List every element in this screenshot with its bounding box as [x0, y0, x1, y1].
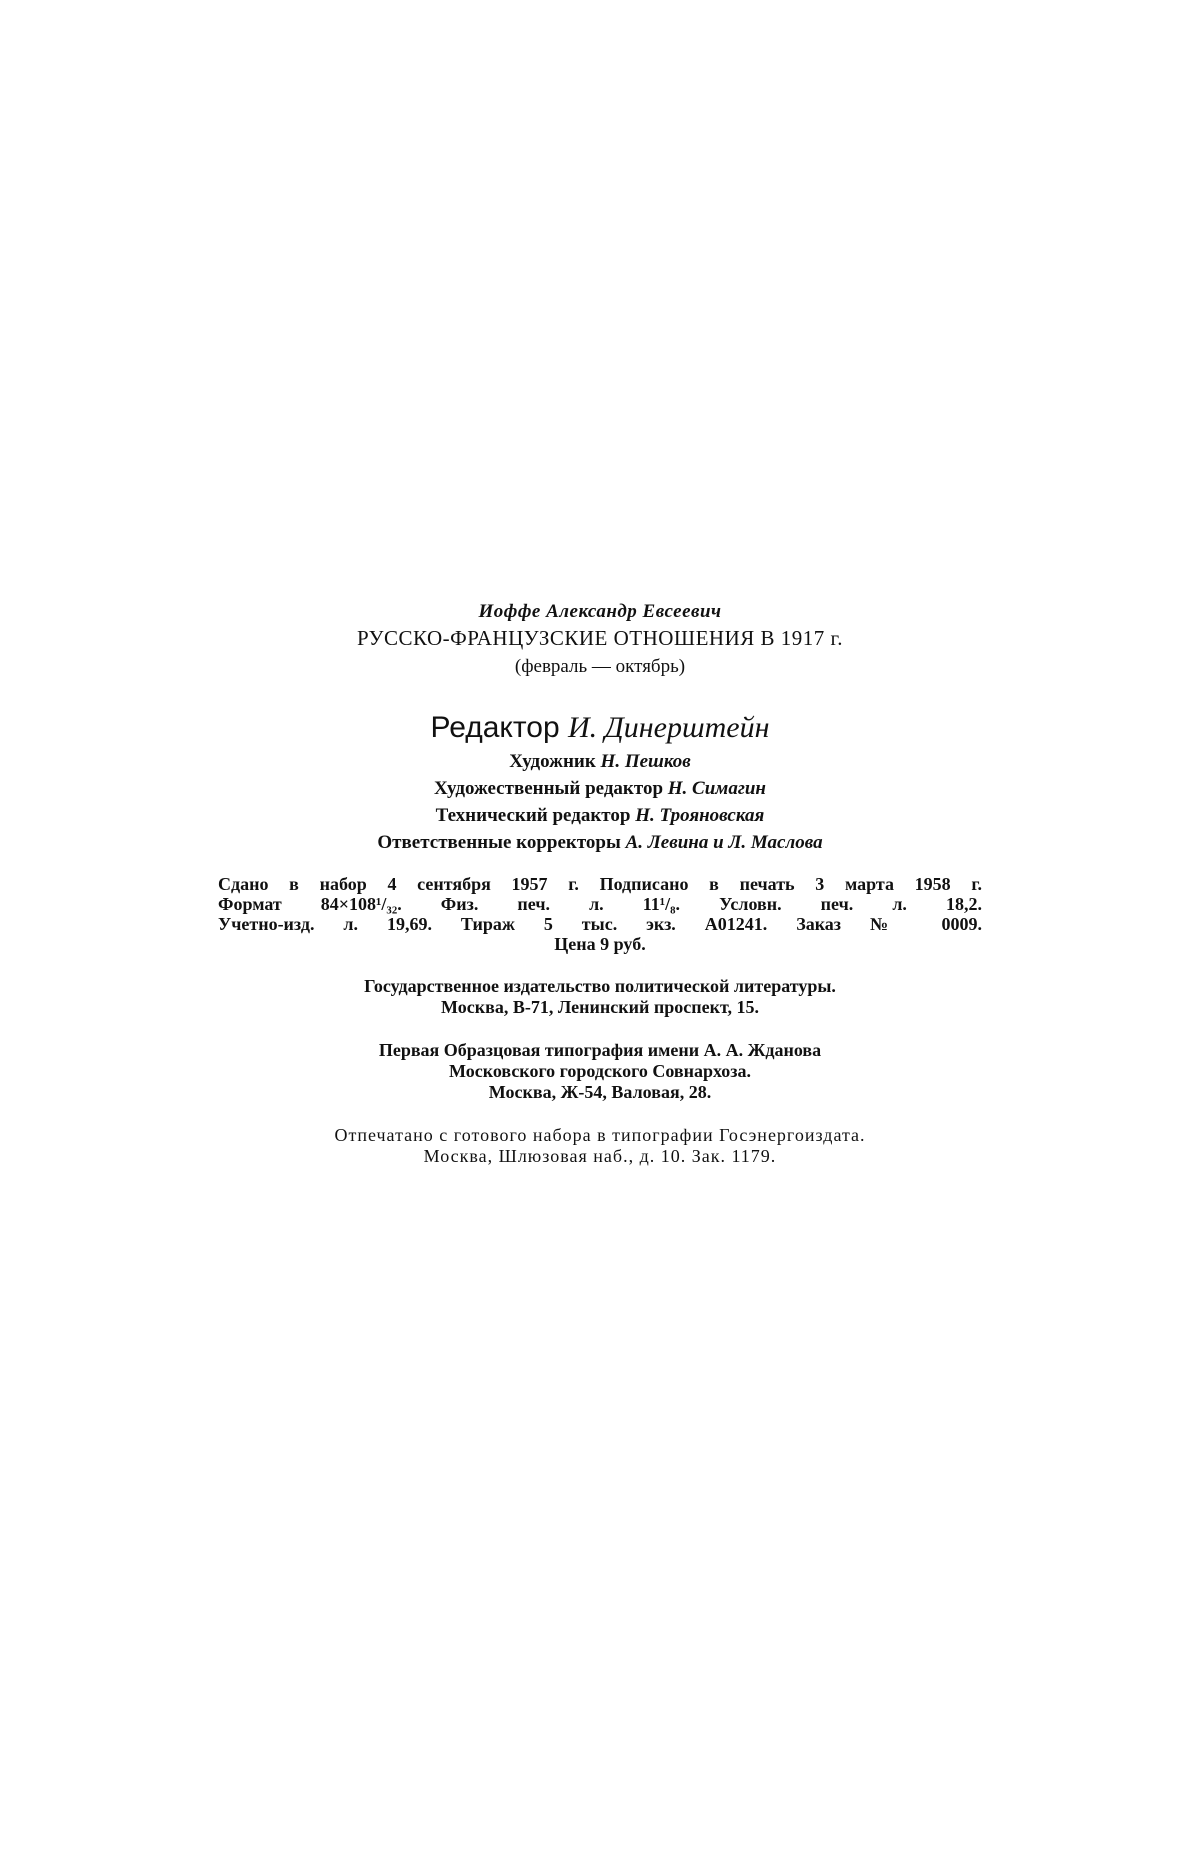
colophon	[0, 600, 1200, 1167]
staff-role: Ответственные корректоры	[377, 832, 621, 853]
price: Цена 9 руб.	[554, 934, 646, 954]
printer-address: Москва, Ж-54, Валовая, 28.	[488, 1082, 712, 1102]
publisher-name: Государственное издательство политической литературы.	[364, 976, 836, 996]
printed-note-line: Отпечатано с готового набора в типографии Госэнергоиздата.	[334, 1125, 866, 1145]
printed-note-address: Москва, Шлюзовая наб., д. 10. Зак. 1179.	[423, 1146, 777, 1166]
printer-info	[0, 1040, 1200, 1103]
printer-owner: Московского городского Совнархоза.	[448, 1061, 752, 1081]
staff-credits	[0, 748, 1200, 856]
editor-role: Редактор	[430, 711, 560, 744]
editor-name: И. Динерштейн	[568, 711, 770, 744]
staff-credit-artist	[0, 748, 1200, 775]
book-subtitle: (февраль — октябрь)	[514, 656, 686, 677]
book-title: РУССКО-ФРАНЦУЗСКИЕ ОТНОШЕНИЯ В 1917 г.	[356, 626, 844, 650]
staff-name: Н. Трояновская	[635, 805, 765, 826]
print-run-order: Учетно-изд. л. 19,69. Тираж 5 тыс. экз. А01241. Заказ № 0009.	[218, 914, 982, 934]
publication-details	[0, 874, 1200, 954]
staff-credit-tech-editor	[0, 802, 1200, 829]
author-name: Иоффе Александр Евсеевич	[478, 601, 722, 622]
staff-name: А. Левина и Л. Маслова	[625, 832, 823, 853]
printer-name: Первая Образцовая типография имени А. А. Жданова	[378, 1040, 822, 1060]
staff-name: Н. Пешков	[600, 751, 691, 772]
staff-credit-art-editor	[0, 775, 1200, 802]
publisher-address: Москва, В-71, Ленинский проспект, 15.	[441, 997, 759, 1017]
publisher-info	[0, 976, 1200, 1018]
staff-role: Художественный редактор	[434, 778, 664, 799]
staff-credit-proofreaders	[0, 829, 1200, 856]
staff-name: Н. Симагин	[667, 778, 766, 799]
staff-role: Технический редактор	[435, 805, 631, 826]
typeset-signed-dates: Сдано в набор 4 сентября 1957 г. Подписано в печать 3 марта 1958 г.	[218, 874, 982, 894]
format-sheets: Формат 84×108¹/₃₂. Физ. печ. л. 11¹/₈. Условн. печ. л. 18,2.	[218, 894, 982, 914]
printed-note	[0, 1125, 1200, 1167]
staff-role: Художник	[509, 751, 596, 772]
editor-credit	[0, 708, 1200, 748]
